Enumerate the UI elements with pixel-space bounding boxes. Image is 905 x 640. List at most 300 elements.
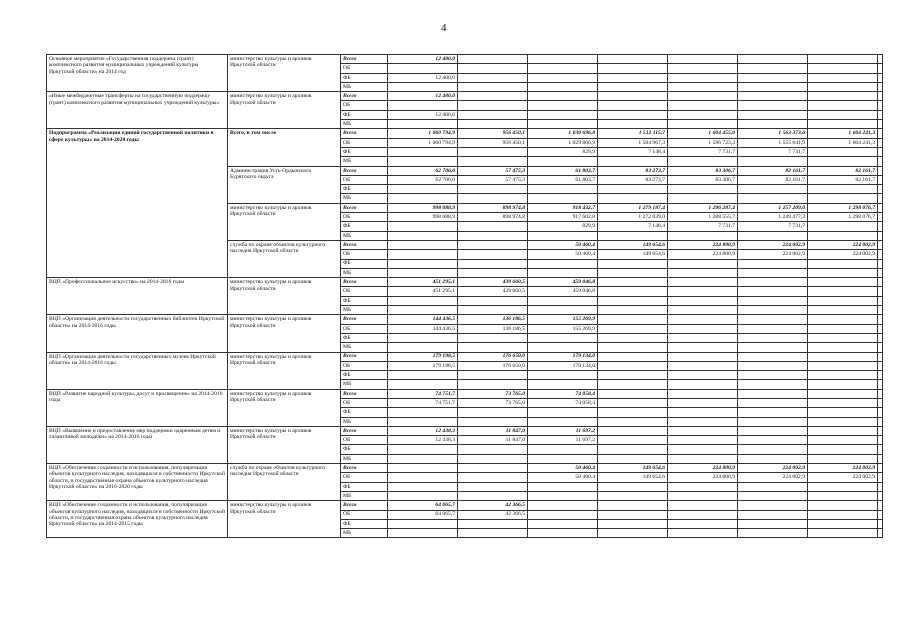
amount-cell: 61 803,7	[528, 166, 598, 175]
amount-cell	[458, 64, 528, 73]
amount-cell	[738, 417, 808, 426]
amount-cell: 74 751,7	[388, 389, 458, 398]
amount-cell: 144 436,5	[388, 324, 458, 333]
amount-cell: 998 088,9	[388, 213, 458, 222]
amount-cell	[598, 268, 668, 277]
amount-cell: 73 765,0	[458, 389, 528, 398]
amount-cell	[388, 64, 458, 73]
amount-cell	[598, 82, 668, 91]
table-row	[47, 92, 883, 101]
amount-cell: 7 148,4	[598, 147, 668, 156]
amount-cell: 224 002,9	[808, 240, 878, 249]
amount-cell	[458, 371, 528, 380]
amount-cell: 829,9	[528, 147, 598, 156]
amount-cell: 149 654,6	[598, 473, 668, 482]
table-row	[47, 352, 883, 361]
empty-cell	[878, 231, 883, 240]
funding-source: МБ	[341, 417, 388, 426]
amount-cell	[738, 296, 808, 305]
amount-cell: 50 460,4	[528, 473, 598, 482]
empty-cell	[878, 73, 883, 82]
amount-cell	[528, 371, 598, 380]
amount-cell	[808, 519, 878, 528]
amount-cell: 1 030 696,8	[528, 129, 598, 138]
amount-cell: 83 273,7	[598, 175, 668, 184]
funding-source: МБ	[341, 491, 388, 500]
amount-cell: 1 060 794,9	[388, 138, 458, 147]
table-row	[47, 501, 883, 510]
amount-cell	[808, 343, 878, 352]
amount-cell	[668, 519, 738, 528]
amount-cell: 224 800,9	[668, 473, 738, 482]
executor-name: служба по охране объектов культурного наследия Иркутской области	[228, 240, 341, 277]
amount-cell: 11 847,0	[458, 436, 528, 445]
amount-cell	[458, 268, 528, 277]
amount-cell	[598, 519, 668, 528]
amount-cell	[458, 464, 528, 473]
amount-cell	[738, 361, 808, 370]
empty-cell	[878, 473, 883, 482]
executor-name: министерство культуры и архивов Иркутской области	[228, 203, 341, 240]
amount-cell	[738, 454, 808, 463]
amount-cell: 176 650,0	[458, 361, 528, 370]
funding-source: ФБ	[341, 110, 388, 119]
amount-cell	[598, 482, 668, 491]
empty-cell	[878, 166, 883, 175]
funding-source: МБ	[341, 268, 388, 277]
amount-cell: 1 060 794,9	[388, 129, 458, 138]
empty-cell	[878, 426, 883, 435]
amount-cell	[528, 92, 598, 101]
amount-cell: 451 295,1	[388, 278, 458, 287]
executor-name: министерство культуры и архивов Иркутской области	[228, 426, 341, 463]
amount-cell: 83 273,7	[598, 166, 668, 175]
amount-cell	[668, 268, 738, 277]
amount-cell	[738, 482, 808, 491]
amount-cell	[458, 82, 528, 91]
amount-cell	[598, 110, 668, 119]
amount-cell	[458, 101, 528, 110]
amount-cell	[668, 278, 738, 287]
amount-cell: 1 272 039,0	[598, 213, 668, 222]
amount-cell	[668, 408, 738, 417]
funding-source: ОБ	[341, 175, 388, 184]
funding-source: Всего	[341, 389, 388, 398]
funding-source: Всего	[341, 129, 388, 138]
amount-cell	[668, 185, 738, 194]
amount-cell	[808, 501, 878, 510]
empty-cell	[878, 333, 883, 342]
amount-cell	[598, 380, 668, 389]
funding-source: МБ	[341, 120, 388, 129]
amount-cell: 1 563 373,6	[738, 129, 808, 138]
amount-cell: 83 306,7	[668, 166, 738, 175]
amount-cell	[598, 501, 668, 510]
amount-cell	[528, 120, 598, 129]
amount-cell	[388, 333, 458, 342]
amount-cell	[388, 101, 458, 110]
amount-cell	[668, 389, 738, 398]
amount-cell	[388, 231, 458, 240]
amount-cell	[388, 445, 458, 454]
amount-cell	[388, 259, 458, 268]
amount-cell	[808, 92, 878, 101]
amount-cell: 12 400,0	[388, 92, 458, 101]
amount-cell	[598, 454, 668, 463]
amount-cell	[808, 445, 878, 454]
amount-cell	[668, 92, 738, 101]
amount-cell	[458, 519, 528, 528]
empty-cell	[878, 55, 883, 64]
amount-cell	[808, 194, 878, 203]
amount-cell: 149 654,6	[598, 250, 668, 259]
empty-cell	[878, 194, 883, 203]
amount-cell	[598, 92, 668, 101]
empty-cell	[878, 278, 883, 287]
funding-source: ОБ	[341, 250, 388, 259]
amount-cell: 42 366,5	[458, 510, 528, 519]
amount-cell	[808, 491, 878, 500]
amount-cell	[388, 296, 458, 305]
amount-cell: 224 002,9	[738, 240, 808, 249]
amount-cell: 1 555 641,9	[738, 138, 808, 147]
amount-cell	[738, 510, 808, 519]
empty-cell	[878, 352, 883, 361]
funding-source: ОБ	[341, 324, 388, 333]
amount-cell: 42 366,5	[458, 501, 528, 510]
amount-cell	[458, 529, 528, 538]
amount-cell	[528, 101, 598, 110]
amount-cell	[808, 380, 878, 389]
funding-source: МБ	[341, 343, 388, 352]
amount-cell	[808, 306, 878, 315]
amount-cell: 829,9	[528, 222, 598, 231]
amount-cell	[528, 529, 598, 538]
amount-cell	[738, 426, 808, 435]
amount-cell: 1 604 241,3	[808, 129, 878, 138]
funding-source: Всего	[341, 55, 388, 64]
amount-cell	[388, 464, 458, 473]
amount-cell: 459 046,8	[528, 287, 598, 296]
amount-cell	[598, 278, 668, 287]
amount-cell	[458, 306, 528, 315]
amount-cell	[668, 315, 738, 324]
amount-cell: 144 436,5	[388, 315, 458, 324]
amount-cell	[598, 55, 668, 64]
amount-cell: 224 800,9	[668, 464, 738, 473]
amount-cell: 74 058,4	[528, 398, 598, 407]
amount-cell: 7 731,7	[738, 222, 808, 231]
amount-cell	[808, 510, 878, 519]
empty-cell	[878, 510, 883, 519]
amount-cell	[388, 491, 458, 500]
amount-cell	[668, 482, 738, 491]
funding-source: МБ	[341, 82, 388, 91]
amount-cell: 224 002,9	[808, 464, 878, 473]
amount-cell: 155 269,9	[528, 315, 598, 324]
funding-source: МБ	[341, 231, 388, 240]
amount-cell	[598, 259, 668, 268]
amount-cell	[668, 324, 738, 333]
amount-cell	[458, 482, 528, 491]
amount-cell	[598, 185, 668, 194]
empty-cell	[878, 268, 883, 277]
amount-cell	[388, 454, 458, 463]
amount-cell	[808, 398, 878, 407]
program-name: «Иные межбюджетные трансферты на государственную поддержку (грант) комплексного развития муниципальных учреждений культуры»	[47, 92, 228, 129]
amount-cell: 7 731,7	[668, 147, 738, 156]
funding-source: ОБ	[341, 473, 388, 482]
funding-source: ФБ	[341, 185, 388, 194]
amount-cell	[528, 501, 598, 510]
amount-cell	[668, 417, 738, 426]
executor-name: министерство культуры и архивов Иркутской области	[228, 389, 341, 426]
funding-source: ФБ	[341, 408, 388, 417]
funding-source: МБ	[341, 194, 388, 203]
amount-cell	[668, 110, 738, 119]
empty-cell	[878, 306, 883, 315]
amount-cell	[528, 333, 598, 342]
amount-cell	[528, 268, 598, 277]
executor-name: Всего, в том числе	[228, 129, 341, 166]
amount-cell: 917 602,8	[528, 213, 598, 222]
amount-cell	[528, 82, 598, 91]
amount-cell	[598, 315, 668, 324]
amount-cell	[808, 287, 878, 296]
amount-cell: 179 134,0	[528, 352, 598, 361]
amount-cell	[598, 343, 668, 352]
amount-cell: 998 088,9	[388, 203, 458, 212]
table-row	[47, 464, 883, 473]
amount-cell	[808, 278, 878, 287]
funding-source: МБ	[341, 306, 388, 315]
empty-cell	[878, 296, 883, 305]
amount-cell	[738, 92, 808, 101]
amount-cell	[738, 352, 808, 361]
amount-cell: 179 198,5	[388, 361, 458, 370]
amount-cell: 149 654,6	[598, 240, 668, 249]
amount-cell	[668, 352, 738, 361]
amount-cell	[598, 287, 668, 296]
empty-cell	[878, 129, 883, 138]
amount-cell: 61 803,7	[528, 175, 598, 184]
amount-cell: 224 002,9	[738, 473, 808, 482]
amount-cell	[808, 222, 878, 231]
amount-cell: 82 161,7	[808, 175, 878, 184]
amount-cell	[668, 510, 738, 519]
amount-cell	[668, 73, 738, 82]
amount-cell	[668, 194, 738, 203]
table-row	[47, 278, 883, 287]
amount-cell	[738, 231, 808, 240]
amount-cell	[598, 361, 668, 370]
amount-cell	[458, 445, 528, 454]
amount-cell	[668, 101, 738, 110]
funding-source: МБ	[341, 529, 388, 538]
amount-cell	[388, 250, 458, 259]
amount-cell	[458, 240, 528, 249]
amount-cell	[388, 529, 458, 538]
financing-table	[46, 54, 883, 538]
amount-cell	[808, 110, 878, 119]
amount-cell	[808, 296, 878, 305]
empty-cell	[878, 324, 883, 333]
amount-cell	[458, 491, 528, 500]
amount-cell	[598, 194, 668, 203]
amount-cell	[388, 408, 458, 417]
amount-cell: 451 295,1	[388, 287, 458, 296]
amount-cell	[668, 501, 738, 510]
amount-cell	[598, 73, 668, 82]
empty-cell	[878, 203, 883, 212]
amount-cell: 956 450,1	[458, 138, 528, 147]
amount-cell	[458, 55, 528, 64]
empty-cell	[878, 101, 883, 110]
amount-cell	[388, 120, 458, 129]
amount-cell	[598, 120, 668, 129]
amount-cell	[808, 101, 878, 110]
amount-cell	[738, 287, 808, 296]
amount-cell	[458, 296, 528, 305]
empty-cell	[878, 120, 883, 129]
amount-cell	[528, 408, 598, 417]
amount-cell: 224 002,9	[808, 250, 878, 259]
amount-cell: 74 058,4	[528, 389, 598, 398]
executor-name: служба по охране объектов культурного наследия Иркутской области	[228, 464, 341, 501]
empty-cell	[878, 222, 883, 231]
empty-cell	[878, 175, 883, 184]
amount-cell: 74 751,7	[388, 398, 458, 407]
amount-cell: 149 654,6	[598, 464, 668, 473]
amount-cell	[668, 82, 738, 91]
amount-cell	[808, 436, 878, 445]
funding-source: ФБ	[341, 519, 388, 528]
amount-cell	[738, 259, 808, 268]
amount-cell	[528, 296, 598, 305]
funding-source: Всего	[341, 501, 388, 510]
amount-cell	[808, 529, 878, 538]
amount-cell: 62 706,0	[388, 166, 458, 175]
amount-cell	[668, 380, 738, 389]
amount-cell	[458, 259, 528, 268]
amount-cell	[738, 73, 808, 82]
amount-cell	[738, 398, 808, 407]
amount-cell: 73 765,0	[458, 398, 528, 407]
amount-cell	[738, 306, 808, 315]
amount-cell: 82 161,7	[738, 166, 808, 175]
funding-source: ФБ	[341, 333, 388, 342]
amount-cell	[738, 519, 808, 528]
amount-cell	[668, 333, 738, 342]
executor-name: министерство культуры и архивов Иркутской области	[228, 315, 341, 352]
amount-cell	[528, 185, 598, 194]
amount-cell	[458, 473, 528, 482]
amount-cell	[528, 343, 598, 352]
amount-cell	[738, 194, 808, 203]
page-number: 4	[441, 22, 447, 34]
amount-cell	[598, 333, 668, 342]
empty-cell	[878, 240, 883, 249]
empty-cell	[878, 529, 883, 538]
amount-cell	[738, 343, 808, 352]
amount-cell: 439 660,5	[458, 287, 528, 296]
amount-cell	[808, 371, 878, 380]
amount-cell: 1 604 241,3	[808, 138, 878, 147]
funding-source: Всего	[341, 92, 388, 101]
amount-cell	[458, 250, 528, 259]
amount-cell	[388, 482, 458, 491]
empty-cell	[878, 343, 883, 352]
amount-cell: 7 731,7	[668, 222, 738, 231]
amount-cell	[738, 55, 808, 64]
amount-cell	[458, 147, 528, 156]
program-name: ВЦП «Профессиональное искусство» на 2014-2016 годы	[47, 278, 228, 315]
amount-cell	[528, 64, 598, 73]
amount-cell	[738, 380, 808, 389]
funding-source: Всего	[341, 315, 388, 324]
amount-cell: 176 650,0	[458, 352, 528, 361]
amount-cell	[738, 82, 808, 91]
funding-source: ОБ	[341, 287, 388, 296]
amount-cell	[738, 110, 808, 119]
amount-cell: 224 002,9	[738, 464, 808, 473]
amount-cell: 224 800,9	[668, 250, 738, 259]
empty-cell	[878, 157, 883, 166]
amount-cell	[458, 157, 528, 166]
amount-cell: 83 306,7	[668, 175, 738, 184]
funding-source: ОБ	[341, 101, 388, 110]
empty-cell	[878, 110, 883, 119]
amount-cell	[458, 343, 528, 352]
amount-cell	[808, 361, 878, 370]
amount-cell	[458, 194, 528, 203]
empty-cell	[878, 138, 883, 147]
amount-cell	[668, 343, 738, 352]
amount-cell	[528, 259, 598, 268]
amount-cell	[738, 324, 808, 333]
funding-source: ОБ	[341, 64, 388, 73]
amount-cell	[528, 380, 598, 389]
funding-source: ОБ	[341, 361, 388, 370]
amount-cell	[388, 371, 458, 380]
empty-cell	[878, 464, 883, 473]
program-name: ВЦП «Организация деятельности государственных музеев Иркутской области» на 2014-2016 годы	[47, 352, 228, 389]
executor-name: Администрация Усть-Ордынского Бурятского округа	[228, 166, 341, 203]
amount-cell: 50 460,4	[528, 240, 598, 249]
amount-cell	[528, 157, 598, 166]
amount-cell	[808, 120, 878, 129]
funding-source: Всего	[341, 352, 388, 361]
amount-cell	[808, 352, 878, 361]
program-name: ВЦП «Обеспечение сохранности и использования, популяризация объектов культурного наследия, находящихся в собственности Иркутской области, и государственная охрана объектов культурного наследия Иркутской области» на 2016-2020 годы	[47, 464, 228, 501]
amount-cell	[738, 529, 808, 538]
empty-cell	[878, 185, 883, 194]
amount-cell	[458, 110, 528, 119]
program-name: ВЦП «Обеспечение сохранности и использования, популяризация объектов культурного наследия, находящихся в собственности Иркутской области, и государственная охрана объектов культурного наследия Иркутской области» на 2014-2015 годы	[47, 501, 228, 538]
amount-cell: 898 974,8	[458, 213, 528, 222]
amount-cell	[388, 147, 458, 156]
amount-cell	[668, 296, 738, 305]
amount-cell	[458, 454, 528, 463]
amount-cell	[528, 55, 598, 64]
executor-name: министерство культуры и архивов Иркутской области	[228, 55, 341, 92]
funding-source: Всего	[341, 426, 388, 435]
amount-cell	[668, 398, 738, 407]
amount-cell	[738, 408, 808, 417]
amount-cell: 439 660,5	[458, 278, 528, 287]
amount-cell: 155 269,9	[528, 324, 598, 333]
amount-cell	[808, 417, 878, 426]
